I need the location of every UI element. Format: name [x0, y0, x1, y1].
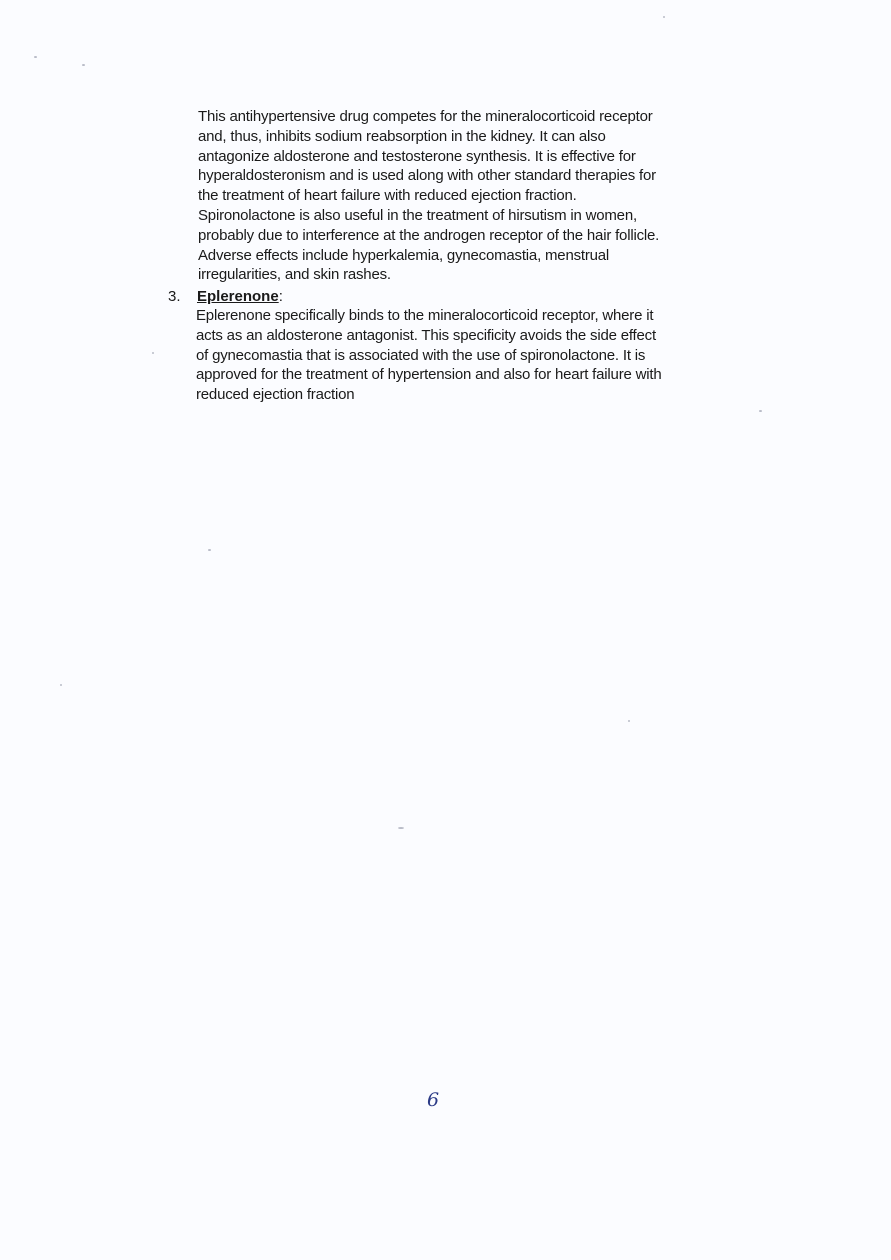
scan-speck — [208, 549, 211, 551]
paragraph-line: and, thus, inhibits sodium reabsorption in the kidney. It can also — [198, 127, 606, 145]
paragraph-line: irregularities, and skin rashes. — [198, 266, 391, 284]
scan-speck — [663, 16, 665, 18]
paragraph-line: of gynecomastia that is associated with the use of spironolactone. It is — [196, 346, 646, 364]
list-item-heading — [168, 287, 283, 307]
paragraph-line: acts as an aldosterone antagonist. This specificity avoids the side effect — [196, 326, 656, 344]
scan-speck — [759, 410, 762, 412]
paragraph-line: Spironolactone is also useful in the treatment of hirsutism in women, — [198, 206, 637, 224]
heading-colon: : — [278, 288, 283, 305]
paragraph-line: Adverse effects include hyperkalemia, gynecomastia, menstrual — [198, 246, 610, 264]
paragraph-line: probably due to interference at the androgen receptor of the hair follicle. — [198, 226, 660, 244]
drug-title: Eplerenone — [197, 288, 279, 305]
scan-speck — [152, 352, 154, 354]
page-number: 6 — [427, 1089, 440, 1111]
paragraph-line: the treatment of heart failure with reduced ejection fraction. — [198, 187, 577, 205]
scan-speck — [34, 56, 37, 58]
list-number: 3. — [168, 288, 181, 305]
spironolactone-paragraph — [198, 107, 768, 285]
scan-speck — [398, 827, 404, 829]
paragraph-line: This antihypertensive drug competes for the mineralocorticoid receptor — [198, 108, 653, 125]
paragraph-line: antagonize aldosterone and testosterone synthesis. It is effective for — [198, 147, 636, 165]
scan-speck — [60, 684, 62, 686]
scan-speck — [82, 64, 85, 66]
eplerenone-paragraph — [196, 306, 776, 405]
paragraph-line: Eplerenone specifically binds to the mineralocorticoid receptor, where it — [196, 307, 654, 324]
scan-speck — [628, 720, 630, 722]
paragraph-line: hyperaldosteronism and is used along with other standard therapies for — [198, 167, 656, 185]
paragraph-line: approved for the treatment of hypertension and also for heart failure with — [196, 366, 662, 384]
paragraph-line: reduced ejection fraction — [196, 386, 355, 404]
